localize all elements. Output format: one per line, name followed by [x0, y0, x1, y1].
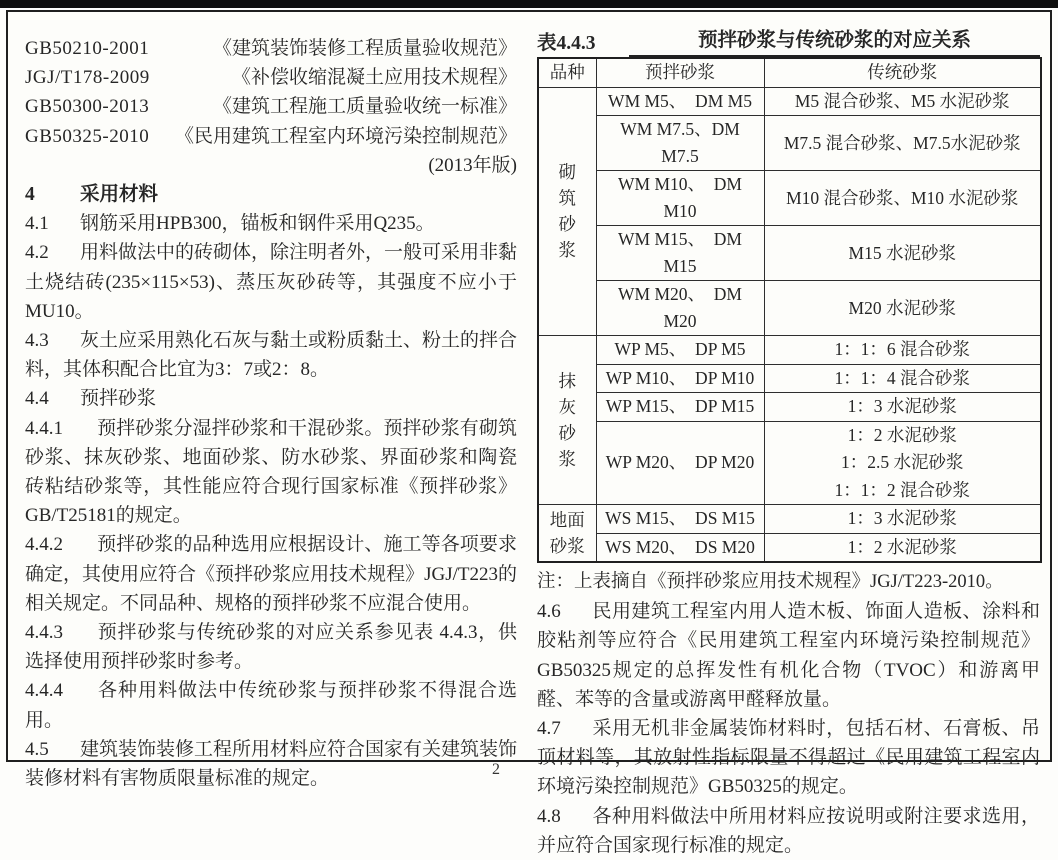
premix-cell: WS M20、 DS M20 [596, 533, 764, 562]
table-row [538, 505, 1041, 534]
clause-number: 4.1 [25, 213, 49, 235]
reference-title: 《建筑工程施工质量验收统一标准》 [212, 96, 517, 118]
table-note: 注：上表摘自《预拌砂浆应用技术规程》JGJ/T223-2010。 [537, 572, 1004, 592]
section-number: 4 [25, 184, 35, 206]
column-header-category: 品种 [538, 58, 596, 87]
clause-4-6 [537, 597, 1040, 714]
clause-text: 用料做法中的砖砌体，除注明者外，一般可采用非黏土烧结砖(235×115×53)、蒸压灰砂砖等，其强度不应小于MU10。 [25, 242, 518, 322]
reference-row [25, 34, 517, 63]
traditional-cell: 1：3 水泥砂浆 [764, 505, 1041, 534]
table-row [538, 226, 1041, 281]
category-cell: 地面砂浆 [538, 505, 596, 563]
traditional-cell: M15 水泥砂浆 [764, 226, 1041, 281]
clause-number: 4.3 [25, 330, 49, 352]
traditional-cell: M20 水泥砂浆 [764, 281, 1041, 336]
clause-number: 4.7 [537, 718, 561, 740]
traditional-cell: 1：2 水泥砂浆 [764, 533, 1041, 562]
clause-text: 各种用料做法中传统砂浆与预拌砂浆不得混合选用。 [25, 680, 517, 731]
section-title: 采用材料 [80, 184, 159, 206]
left-column [25, 34, 517, 793]
table-row [538, 533, 1041, 562]
edition-note: (2013年版) [428, 154, 517, 176]
mortar-correspondence-table [537, 57, 1042, 563]
traditional-line: 1：2.5 水泥砂浆 [841, 452, 964, 472]
traditional-line: 1：1：2 混合砂浆 [834, 479, 971, 500]
clause-number: 4.4.2 [25, 534, 63, 556]
premix-cell: WP M5、 DP M5 [596, 336, 764, 365]
clause-number: 4.8 [537, 805, 561, 827]
clause-4-4-3 [25, 618, 517, 676]
table-row [538, 116, 1041, 171]
premix-cell: WM M20、 DM M20 [596, 281, 764, 336]
premix-cell: WM M7.5、DM M7.5 [596, 116, 764, 171]
page-number: 2 [492, 761, 500, 778]
clause-text: 预拌砂浆分湿拌砂浆和干混砂浆。预拌砂浆有砌筑砂浆、抹灰砂浆、地面砂浆、防水砂浆、界面砂浆和陶瓷砖粘结砂浆等，其性能应符合现行国家标准《预拌砂浆》GB/T25181的规定。 [25, 417, 517, 527]
right-column [537, 28, 1040, 860]
clause-4-4-1 [25, 414, 517, 531]
table-row [538, 364, 1041, 393]
clause-text: 灰土应采用熟化石灰与黏土或粉质黏土、粉土的拌合料，其体积配合比宜为3：7或2：8。 [25, 330, 518, 381]
clause-text: 民用建筑工程室内用人造木板、饰面人造板、涂料和胶粘剂等应符合《民用建筑工程室内环境污染控制规范》GB50325规定的总挥发性有机化合物（TVOC）和游离甲醛、苯等的含量或游离甲醛释放量。 [537, 601, 1040, 710]
reference-title: 《建筑装饰装修工程质量验收规范》 [212, 38, 517, 59]
clause-text: 预拌砂浆的品种选用应根据设计、施工等各项要求确定，其使用应符合《预拌砂浆应用技术规程》JGJ/T223的相关规定。不同品种、规格的预拌砂浆不应混合使用。 [25, 534, 517, 614]
reference-code: JGJ/T178-2009 [25, 67, 150, 89]
clause-number: 4.4.1 [25, 417, 63, 439]
traditional-cell [764, 421, 1041, 505]
premix-cell: WS M15、 DS M15 [596, 505, 764, 534]
traditional-cell: M5 混合砂浆、M5 水泥砂浆 [764, 87, 1041, 116]
table-row [538, 393, 1041, 422]
table-row [538, 336, 1041, 365]
clause-text: 预拌砂浆与传统砂浆的对应关系参见表 4.4.3，供选择使用预拌砂浆时参考。 [25, 622, 517, 673]
reference-title: 《补偿收缩混凝土应用技术规程》 [231, 67, 517, 89]
clause-4-5 [25, 735, 517, 793]
table-caption-label: 表4.4.3 [537, 33, 596, 54]
reference-code: GB50210-2001 [25, 38, 150, 59]
reference-code: GB50325-2010 [25, 125, 150, 147]
table-row [538, 171, 1041, 226]
clause-4-7 [537, 714, 1040, 802]
scan-top-edge-bar [0, 0, 1058, 8]
reference-code: GB50300-2013 [25, 96, 150, 118]
traditional-line: 1：2 水泥砂浆 [847, 424, 957, 445]
traditional-cell: M7.5 混合砂浆、M7.5水泥砂浆 [764, 116, 1041, 171]
column-header-premix: 预拌砂浆 [596, 58, 764, 87]
premix-cell: WP M10、 DP M10 [596, 364, 764, 393]
clause-number: 4.6 [537, 601, 561, 623]
reference-title: 《民用建筑工程室内环境污染控制规范》 [174, 125, 517, 147]
clause-4-2 [25, 238, 517, 326]
section-heading [25, 180, 517, 209]
table-caption-title: 预拌砂浆与传统砂浆的对应关系 [629, 28, 1040, 57]
clause-number: 4.5 [25, 738, 49, 760]
table-row [538, 281, 1041, 336]
clause-number: 4.2 [25, 242, 49, 264]
table-row [538, 87, 1041, 116]
premix-cell: WP M20、 DP M20 [596, 421, 764, 505]
clause-text: 采用无机非金属装饰材料时，包括石材、石膏板、吊顶材料等，其放射性指标限量不得超过《民用建筑工程室内环境污染控制规范》GB50325的规定。 [537, 718, 1040, 798]
premix-cell: WM M15、 DM M15 [596, 226, 764, 281]
premix-cell: WM M5、 DM M5 [596, 87, 764, 116]
table-header-row [538, 58, 1041, 87]
traditional-cell: 1：1：4 混合砂浆 [764, 364, 1041, 393]
premix-cell: WM M10、 DM M10 [596, 171, 764, 226]
premix-cell: WP M15、 DP M15 [596, 393, 764, 422]
clause-4-4 [25, 384, 517, 413]
clause-4-1 [25, 209, 517, 238]
clause-4-4-2 [25, 530, 517, 618]
category-cell: 砌筑砂浆 [538, 87, 596, 336]
category-cell: 抹灰砂浆 [538, 336, 596, 505]
clause-number: 4.4 [25, 388, 49, 410]
traditional-cell: 1：3 水泥砂浆 [764, 393, 1041, 422]
clause-text: 建筑装饰装修工程所用材料应符合国家有关建筑装饰装修材料有害物质限量标准的规定。 [25, 738, 518, 790]
clause-text: 预拌砂浆 [80, 388, 157, 410]
column-header-traditional: 传统砂浆 [764, 58, 1041, 87]
reference-row [25, 122, 517, 151]
table-row-tall [538, 421, 1041, 505]
clause-4-4-4 [25, 676, 517, 734]
clause-number: 4.4.3 [25, 622, 63, 644]
traditional-cell: 1：1：6 混合砂浆 [764, 336, 1041, 365]
reference-row [25, 92, 517, 121]
traditional-cell: M10 混合砂浆、M10 水泥砂浆 [764, 171, 1041, 226]
clause-4-3 [25, 326, 517, 384]
clause-text: 钢筋采用HPB300，锚板和钢件采用Q235。 [80, 213, 435, 235]
clause-4-8 [537, 802, 1040, 860]
reference-row [25, 63, 517, 92]
table-caption [537, 28, 1040, 57]
clause-number: 4.4.4 [25, 680, 63, 702]
clause-text: 各种用料做法中所用材料应按说明或附注要求选用，并应符合国家现行标准的规定。 [537, 805, 1040, 856]
